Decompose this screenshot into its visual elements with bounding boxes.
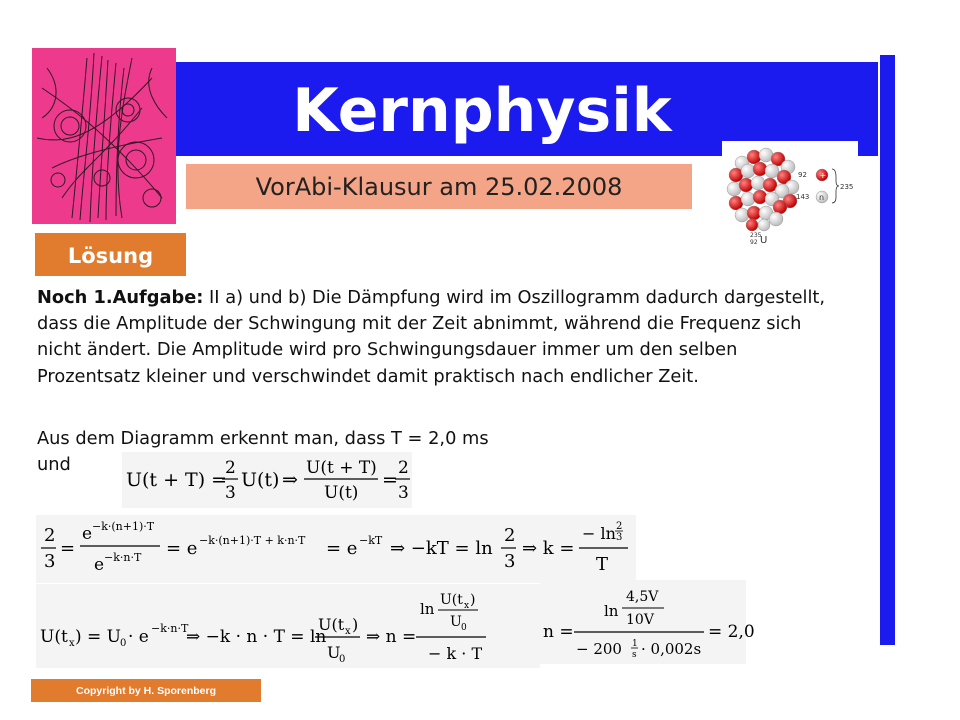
- svg-text:⇒ −k · n · T = ln: ⇒ −k · n · T = ln: [186, 627, 327, 647]
- svg-text:e: e: [82, 524, 93, 544]
- mass-number-label: 235: [840, 183, 854, 191]
- svg-text:ln: ln: [420, 600, 435, 618]
- isotope-symbol: U: [760, 235, 768, 246]
- svg-text:1: 1: [632, 639, 638, 649]
- formula-result: [540, 580, 755, 664]
- svg-text:0: 0: [461, 623, 467, 633]
- page-title: Kernphysik: [292, 76, 672, 146]
- svg-text:2: 2: [398, 458, 409, 478]
- svg-text:): ): [352, 615, 359, 634]
- svg-text:s: s: [632, 650, 637, 660]
- copyright-notice: Copyright by H. Sporenberg: [75, 685, 216, 697]
- svg-text:U(t + T): U(t + T): [306, 458, 377, 478]
- svg-text:n =: n =: [543, 622, 574, 642]
- svg-text:x: x: [464, 601, 470, 611]
- svg-text:ln: ln: [604, 602, 619, 620]
- svg-text:= 2,0: = 2,0: [708, 622, 755, 642]
- particle-tracks-image: [32, 48, 176, 224]
- svg-text:= e: = e: [326, 538, 358, 559]
- neutron-symbol: n: [819, 193, 825, 202]
- right-accent-bar: [880, 55, 895, 645]
- svg-text:U(t + T) =: U(t + T) =: [126, 469, 228, 491]
- svg-text:3: 3: [504, 551, 516, 572]
- svg-text:x: x: [345, 626, 351, 637]
- svg-text:= e: = e: [166, 538, 198, 559]
- svg-text:U(t): U(t): [324, 483, 359, 503]
- formula-ratio: [122, 452, 412, 508]
- diagram-text-line1: Aus dem Diagramm erkennt man, dass T = 2,0 ms: [37, 428, 489, 449]
- svg-text:−k·(n+1)·T: −k·(n+1)·T: [92, 520, 155, 533]
- formula-number-of-periods: [36, 584, 540, 668]
- svg-text:3: 3: [225, 483, 236, 503]
- isotope-atomic-number: 92: [750, 239, 758, 246]
- exam-subtitle: VorAbi-Klausur am 25.02.2008: [255, 173, 623, 201]
- svg-text:T: T: [596, 554, 609, 575]
- svg-text:⇒ −kT = ln: ⇒ −kT = ln: [390, 538, 493, 559]
- svg-text:10V: 10V: [626, 612, 654, 628]
- svg-text:0: 0: [120, 638, 127, 649]
- task-text: II a) und b) Die Dämpfung wird im Oszillogramm dadurch dargestellt, dass die Amplitude der Schwingung mit der Zeit abnimmt, während die Frequenz sich nicht ändert. Die Amplitude wird pro Schwingungsdauer immer um den selben Prozentsatz kleiner und verschwindet damit praktisch nach endlicher Zeit.: [37, 287, 826, 387]
- svg-text:−k·n·T: −k·n·T: [104, 551, 142, 564]
- svg-text:· e: · e: [128, 627, 149, 647]
- svg-text:2: 2: [616, 521, 623, 532]
- svg-text:=: =: [60, 538, 76, 559]
- svg-text:=: =: [382, 469, 398, 491]
- svg-text:−kT: −kT: [359, 534, 383, 547]
- svg-text:⇒ k =: ⇒ k =: [522, 538, 575, 559]
- formula-damping-constant: [36, 515, 636, 583]
- svg-text:− 200: − 200: [576, 640, 622, 658]
- svg-text:⇒ n =: ⇒ n =: [366, 627, 417, 647]
- svg-text:U(t: U(t: [440, 592, 463, 608]
- svg-text:U: U: [327, 643, 341, 662]
- neutron-count-label: 143: [796, 193, 810, 201]
- svg-text:U(t): U(t): [241, 469, 280, 491]
- svg-text:4,5V: 4,5V: [626, 589, 659, 605]
- svg-text:− k · T: − k · T: [428, 644, 483, 663]
- solution-label: Lösung: [67, 244, 154, 268]
- isotope-mass-number: 235: [750, 232, 762, 239]
- svg-text:2: 2: [225, 458, 236, 478]
- proton-symbol: +: [819, 171, 827, 180]
- svg-text:3: 3: [44, 551, 56, 572]
- task-lead: Noch 1.Aufgabe:: [37, 287, 204, 308]
- svg-text:3: 3: [616, 532, 623, 543]
- explanation-paragraph: [37, 285, 842, 390]
- svg-text:2: 2: [504, 525, 516, 546]
- svg-text:−k·(n+1)·T + k·n·T: −k·(n+1)·T + k·n·T: [199, 534, 306, 547]
- svg-text:x: x: [69, 638, 75, 649]
- svg-text:U(t: U(t: [40, 627, 68, 647]
- svg-text:− ln: − ln: [582, 524, 616, 543]
- svg-text:−k·n·T: −k·n·T: [151, 622, 189, 635]
- svg-text:⇒: ⇒: [282, 469, 298, 491]
- svg-text:U(t: U(t: [318, 615, 345, 634]
- uranium-nucleus-image: [722, 141, 858, 249]
- svg-text:3: 3: [398, 483, 409, 503]
- svg-text:· 0,002s: · 0,002s: [641, 640, 702, 658]
- svg-text:U: U: [450, 614, 462, 630]
- diagram-text-line2: und: [37, 454, 71, 476]
- svg-text:): ): [470, 592, 476, 608]
- svg-text:2: 2: [44, 525, 56, 546]
- svg-text:0: 0: [339, 654, 346, 665]
- svg-text:) = U: ) = U: [75, 627, 122, 647]
- svg-text:e: e: [94, 555, 105, 575]
- proton-count-label: 92: [798, 171, 807, 179]
